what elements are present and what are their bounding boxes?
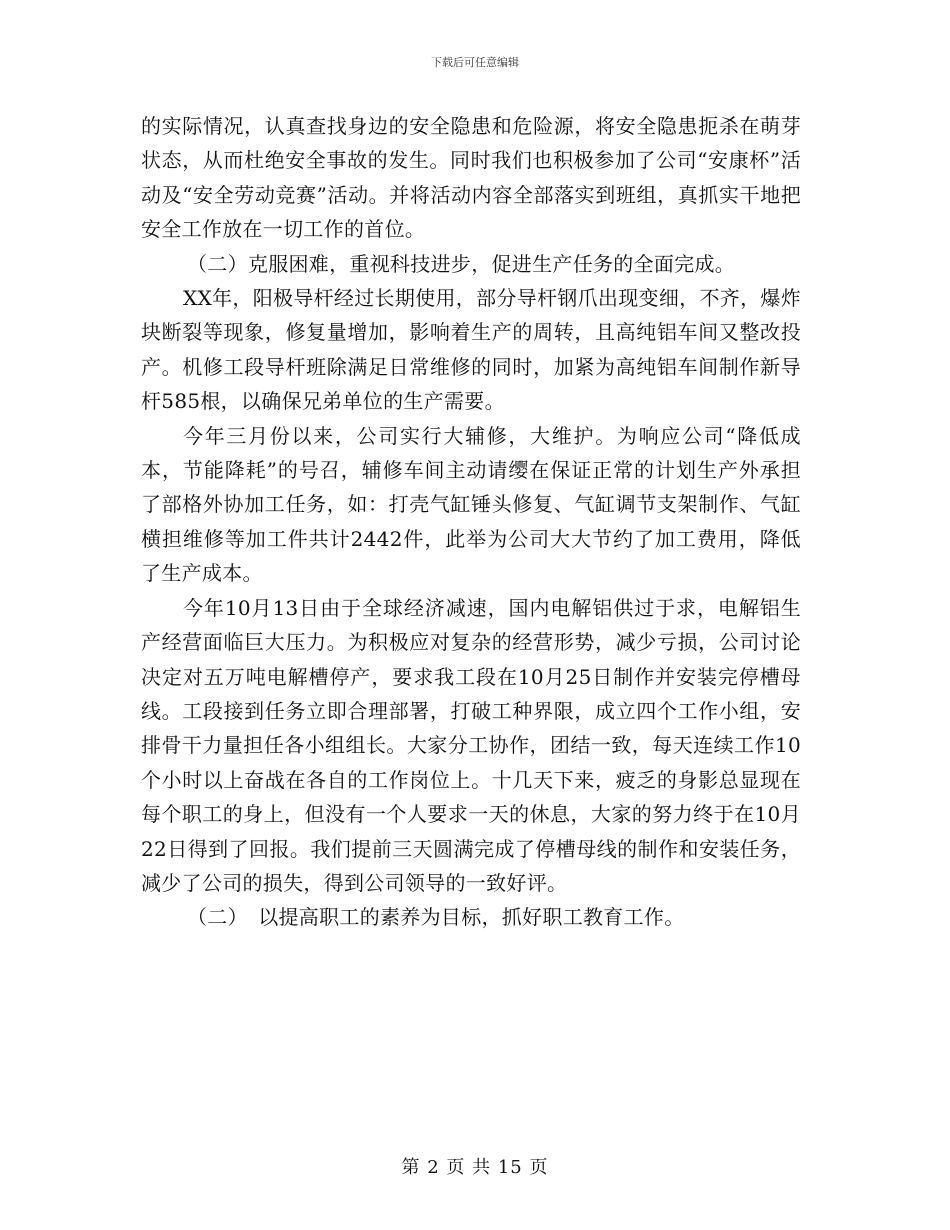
- document-body: [141, 109, 801, 935]
- section-heading-staff-education: （二） 以提高职工的素养为目标，抓好职工教育工作。: [187, 905, 685, 930]
- paragraph-busbar-task: 今年10月13日由于全球经济减速，国内电解铝供过于求，电解铝生产经营面临巨大压力。为积极应对复杂的经营形势，减少亏损，公司讨论决定对五万吨电解槽停产，要求我工段在10月25日制作并安装完停槽母线。工段接到任务立即合理部署，打破工种界限，成立四个工作小组，安排骨干力量担任各小组组长。大家分工协作，团结一致，每天连续工作10个小时以上奋战在各自的工作岗位上。十几天下来，疲乏的身影总显现在每个职工的身上，但没有一个人要求一天的休息，大家的努力终于在10月22日得到了回报。我们提前三天圆满完成了停槽母线的制作和安装任务，减少了公司的损失，得到公司领导的一致好评。: [141, 595, 801, 895]
- paragraph-maintenance: 今年三月份以来，公司实行大辅修，大维护。为响应公司“降低成本，节能降耗”的号召，辅修车间主动请缨在保证正常的计划生产外承担了部格外协加工任务，如：打壳气缸锤头修复、气缸调节支架制作、气缸横担维修等加工件共计2442件，此举为公司大大节约了加工费用，降低了生产成本。: [141, 423, 801, 586]
- paragraph-continuation: 的实际情况，认真查找身边的安全隐患和危险源，将安全隐患扼杀在萌芽状态，从而杜绝安全事故的发生。同时我们也积极参加了公司“安康杯”活动及“安全劳动竞赛”活动。并将活动内容全部落实到班组，真抓实干地把安全工作放在一切工作的首位。: [141, 114, 801, 242]
- paragraph-anode-rods: XX年，阳极导杆经过长期使用，部分导杆钢爪出现变细，不齐，爆炸块断裂等现象，修复量增加，影响着生产的周转，且高纯铝车间又整改投产。机修工段导杆班除满足日常维修的同时，加紧为高纯铝车间制作新导杆585根，以确保兄弟单位的生产需要。: [141, 286, 801, 414]
- page-header: 下载后可任意编辑: [431, 56, 519, 69]
- section-heading-tech-progress: （二）克服困难，重视科技进步，促进生产任务的全面完成。: [187, 251, 736, 276]
- page-number: 第 2 页 共 15 页: [401, 1157, 549, 1178]
